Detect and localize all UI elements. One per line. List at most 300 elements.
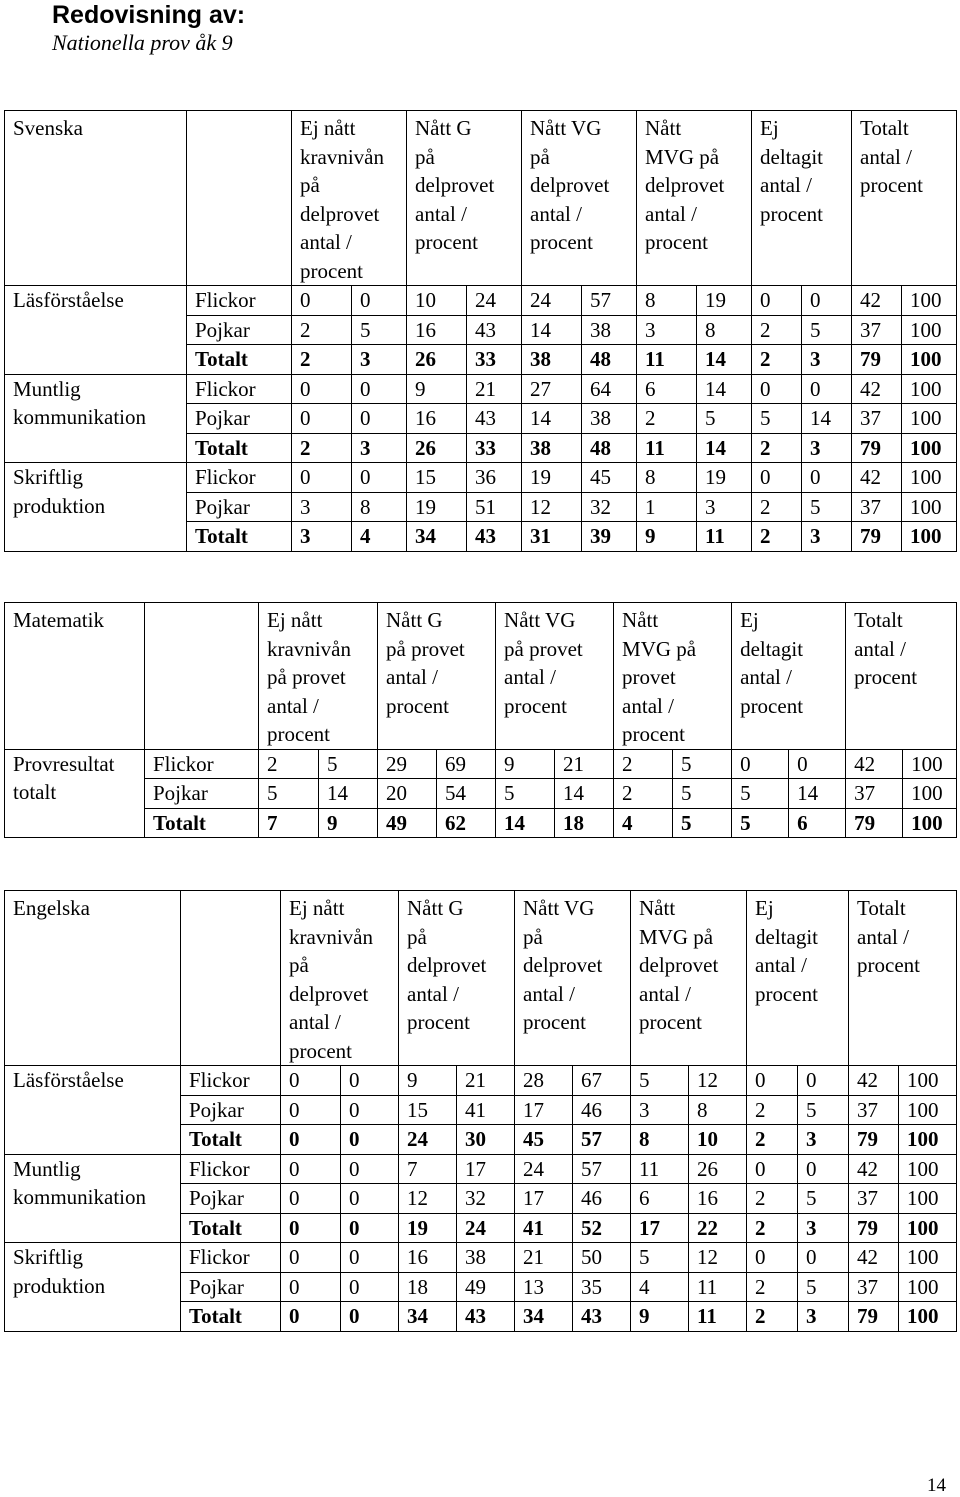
value-cell: 38 <box>457 1243 515 1273</box>
group-label-line: totalt <box>13 780 57 804</box>
column-header <box>522 111 637 286</box>
value-cell: 24 <box>399 1125 457 1155</box>
value-cell: 10 <box>689 1125 747 1155</box>
column-header-line: deltagit <box>760 144 823 169</box>
value-cell: 3 <box>798 1125 849 1155</box>
value-cell: 43 <box>467 315 522 345</box>
row-label: Totalt <box>181 1302 281 1332</box>
value-cell: 37 <box>849 1184 899 1214</box>
value-cell: 42 <box>849 1243 899 1273</box>
value-cell: 14 <box>555 779 614 809</box>
column-header-line: procent <box>622 722 686 746</box>
column-header-line: på <box>530 144 550 169</box>
group-label-cell <box>5 463 187 552</box>
value-cell: 3 <box>802 522 852 552</box>
value-cell: 49 <box>457 1272 515 1302</box>
column-header-line: antal / <box>760 173 812 197</box>
column-header-line: antal / <box>645 201 697 226</box>
value-cell: 45 <box>582 463 637 493</box>
value-cell: 24 <box>467 286 522 316</box>
value-cell: 0 <box>292 286 352 316</box>
value-cell: 2 <box>752 315 802 345</box>
column-header-line: procent <box>289 1038 352 1063</box>
value-cell: 100 <box>902 374 957 404</box>
value-cell: 100 <box>899 1213 957 1243</box>
value-cell: 43 <box>573 1302 631 1332</box>
value-cell: 100 <box>903 779 957 809</box>
column-header <box>631 891 747 1066</box>
column-header-line: på <box>300 173 320 197</box>
value-cell: 31 <box>522 522 582 552</box>
table-row <box>5 1154 957 1184</box>
value-cell: 3 <box>798 1302 849 1332</box>
column-header-line: Nått <box>622 608 659 632</box>
value-cell: 9 <box>399 1066 457 1096</box>
column-header-line: procent <box>740 693 804 718</box>
value-cell: 5 <box>752 404 802 434</box>
row-label: Pojkar <box>187 404 292 434</box>
value-cell: 38 <box>522 345 582 375</box>
value-cell: 3 <box>292 492 352 522</box>
value-cell: 0 <box>341 1213 399 1243</box>
value-cell: 3 <box>802 433 852 463</box>
value-cell: 0 <box>281 1154 341 1184</box>
value-cell: 5 <box>352 315 407 345</box>
value-cell: 27 <box>522 374 582 404</box>
value-cell: 0 <box>352 404 407 434</box>
subject-cell <box>5 891 181 1066</box>
subject-label: Matematik <box>13 608 104 632</box>
table-row <box>5 1243 957 1273</box>
column-header <box>259 603 378 750</box>
value-cell: 18 <box>555 808 614 838</box>
group-label-line: Muntlig <box>13 376 81 401</box>
column-header-line: procent <box>407 1010 470 1034</box>
value-cell: 3 <box>292 522 352 552</box>
value-cell: 19 <box>522 463 582 493</box>
column-header-line: antal / <box>300 230 352 254</box>
value-cell: 0 <box>341 1066 399 1096</box>
table-row <box>5 374 957 404</box>
table-row <box>5 286 957 316</box>
column-header-line: på provet <box>504 636 583 661</box>
value-cell: 8 <box>352 492 407 522</box>
value-cell: 36 <box>467 463 522 493</box>
value-cell: 0 <box>341 1184 399 1214</box>
column-header-line: delprovet <box>407 953 487 977</box>
column-header-line: antal / <box>639 981 691 1006</box>
value-cell: 8 <box>697 315 752 345</box>
column-header-line: MVG på <box>645 144 720 169</box>
value-cell: 14 <box>697 374 752 404</box>
value-cell: 19 <box>697 463 752 493</box>
table-row <box>5 749 957 779</box>
value-cell: 0 <box>352 463 407 493</box>
group-label-line: Läsförståelse <box>13 1068 124 1092</box>
value-cell: 45 <box>515 1125 573 1155</box>
column-header <box>852 111 957 286</box>
column-header <box>281 891 399 1066</box>
column-header-line: antal / <box>289 1010 341 1034</box>
value-cell: 46 <box>573 1095 631 1125</box>
value-cell: 0 <box>341 1272 399 1302</box>
value-cell: 100 <box>899 1243 957 1273</box>
value-cell: 0 <box>281 1243 341 1273</box>
value-cell: 12 <box>689 1066 747 1096</box>
value-cell: 2 <box>747 1302 798 1332</box>
value-cell: 5 <box>496 779 555 809</box>
column-header <box>747 891 849 1066</box>
page-title: Redovisning av: <box>52 1 246 29</box>
table-row <box>5 779 957 809</box>
value-cell: 5 <box>697 404 752 434</box>
value-cell: 0 <box>747 1243 798 1273</box>
group-label-line: Läsförståelse <box>13 288 124 312</box>
column-header-line: deltagit <box>755 924 818 949</box>
value-cell: 24 <box>515 1154 573 1184</box>
value-cell: 14 <box>522 404 582 434</box>
value-cell: 7 <box>259 808 319 838</box>
value-cell: 43 <box>467 522 522 552</box>
value-cell: 21 <box>515 1243 573 1273</box>
value-cell: 11 <box>637 433 697 463</box>
value-cell: 34 <box>515 1302 573 1332</box>
column-header-line: Totalt <box>860 116 909 140</box>
value-cell: 4 <box>614 808 673 838</box>
value-cell: 14 <box>496 808 555 838</box>
column-header-line: på provet <box>386 636 465 661</box>
value-cell: 100 <box>903 808 957 838</box>
column-header-line: procent <box>857 953 921 977</box>
value-cell: 18 <box>399 1272 457 1302</box>
value-cell: 17 <box>631 1213 689 1243</box>
row-label: Flickor <box>145 749 259 779</box>
value-cell: 49 <box>378 808 437 838</box>
value-cell: 33 <box>467 345 522 375</box>
value-cell: 2 <box>292 433 352 463</box>
subject-label: Svenska <box>13 116 83 140</box>
value-cell: 2 <box>614 749 673 779</box>
value-cell: 0 <box>281 1213 341 1243</box>
column-header-line: procent <box>530 230 593 254</box>
value-cell: 100 <box>902 522 957 552</box>
column-header-line: antal / <box>407 981 459 1006</box>
value-cell: 79 <box>852 433 902 463</box>
value-cell: 16 <box>407 404 467 434</box>
column-header-line: procent <box>854 665 918 689</box>
value-cell: 0 <box>747 1154 798 1184</box>
value-cell: 2 <box>747 1184 798 1214</box>
value-cell: 2 <box>752 492 802 522</box>
column-header <box>849 891 957 1066</box>
subject-cell <box>5 603 145 750</box>
value-cell: 5 <box>798 1095 849 1125</box>
value-cell: 9 <box>407 374 467 404</box>
value-cell: 42 <box>852 286 902 316</box>
value-cell: 64 <box>582 374 637 404</box>
column-header-line: MVG på <box>639 924 714 949</box>
value-cell: 0 <box>292 374 352 404</box>
value-cell: 34 <box>407 522 467 552</box>
value-cell: 15 <box>399 1095 457 1125</box>
value-cell: 2 <box>747 1272 798 1302</box>
column-header-line: procent <box>504 693 568 718</box>
value-cell: 0 <box>802 463 852 493</box>
value-cell: 32 <box>582 492 637 522</box>
value-cell: 79 <box>849 1302 899 1332</box>
row-label: Flickor <box>181 1154 281 1184</box>
value-cell: 100 <box>902 345 957 375</box>
value-cell: 26 <box>407 345 467 375</box>
value-cell: 100 <box>902 433 957 463</box>
value-cell: 5 <box>673 779 732 809</box>
column-header <box>378 603 496 750</box>
value-cell: 19 <box>399 1213 457 1243</box>
total-row <box>5 808 957 838</box>
column-header-line: deltagit <box>740 636 804 661</box>
svenska-table <box>4 110 957 552</box>
column-header-line: procent <box>755 981 818 1006</box>
column-header-line: antal / <box>267 693 319 718</box>
group-label-cell <box>5 1066 181 1155</box>
value-cell: 37 <box>852 492 902 522</box>
value-cell: 2 <box>747 1213 798 1243</box>
value-cell: 11 <box>697 522 752 552</box>
group-label-cell <box>5 1154 181 1243</box>
value-cell: 79 <box>852 345 902 375</box>
group-label-cell <box>5 749 145 838</box>
column-header-line: procent <box>300 258 363 283</box>
column-header-line: kravnivån <box>300 144 384 169</box>
value-cell: 37 <box>852 315 902 345</box>
group-label-line: kommunikation <box>13 1185 146 1209</box>
value-cell: 26 <box>689 1154 747 1184</box>
value-cell: 42 <box>849 1154 899 1184</box>
row-label: Totalt <box>145 808 259 838</box>
value-cell: 16 <box>407 315 467 345</box>
value-cell: 6 <box>789 808 846 838</box>
value-cell: 3 <box>637 315 697 345</box>
value-cell: 0 <box>752 463 802 493</box>
value-cell: 79 <box>846 808 903 838</box>
row-label: Flickor <box>187 463 292 493</box>
value-cell: 3 <box>352 433 407 463</box>
value-cell: 5 <box>732 779 789 809</box>
value-cell: 28 <box>515 1066 573 1096</box>
table-row <box>5 463 957 493</box>
value-cell: 42 <box>852 374 902 404</box>
group-label-cell <box>5 374 187 463</box>
value-cell: 100 <box>899 1095 957 1125</box>
column-header-line: Nått G <box>407 896 464 920</box>
value-cell: 100 <box>899 1272 957 1302</box>
value-cell: 2 <box>614 779 673 809</box>
page-number: 14 <box>927 1475 946 1496</box>
value-cell: 48 <box>582 433 637 463</box>
value-cell: 79 <box>849 1213 899 1243</box>
value-cell: 2 <box>259 749 319 779</box>
value-cell: 100 <box>902 463 957 493</box>
value-cell: 0 <box>281 1302 341 1332</box>
column-header <box>614 603 732 750</box>
value-cell: 0 <box>281 1125 341 1155</box>
group-label-cell <box>5 286 187 375</box>
column-header-line: procent <box>386 693 449 718</box>
value-cell: 37 <box>852 404 902 434</box>
column-header-line: på <box>289 953 309 977</box>
header-row <box>5 891 957 1066</box>
value-cell: 17 <box>515 1184 573 1214</box>
header-blank-cell <box>187 111 292 286</box>
column-header-line: Nått VG <box>530 116 602 140</box>
subject-label: Engelska <box>13 896 90 920</box>
column-header-line: antal / <box>530 201 582 226</box>
value-cell: 5 <box>802 315 852 345</box>
value-cell: 17 <box>515 1095 573 1125</box>
value-cell: 0 <box>352 286 407 316</box>
value-cell: 57 <box>573 1154 631 1184</box>
group-label-line: Skriftlig <box>13 465 84 489</box>
value-cell: 50 <box>573 1243 631 1273</box>
value-cell: 100 <box>899 1066 957 1096</box>
value-cell: 4 <box>352 522 407 552</box>
value-cell: 10 <box>407 286 467 316</box>
value-cell: 11 <box>631 1154 689 1184</box>
value-cell: 30 <box>457 1125 515 1155</box>
value-cell: 100 <box>903 749 957 779</box>
value-cell: 0 <box>352 374 407 404</box>
value-cell: 0 <box>281 1272 341 1302</box>
row-label: Totalt <box>187 522 292 552</box>
row-label: Totalt <box>181 1213 281 1243</box>
column-header-line: Ej <box>755 896 774 920</box>
value-cell: 37 <box>849 1095 899 1125</box>
value-cell: 5 <box>802 492 852 522</box>
column-header-line: Totalt <box>854 608 903 632</box>
header-row <box>5 111 957 286</box>
value-cell: 3 <box>631 1095 689 1125</box>
value-cell: 0 <box>281 1095 341 1125</box>
row-label: Pojkar <box>187 492 292 522</box>
value-cell: 5 <box>673 808 732 838</box>
value-cell: 0 <box>732 749 789 779</box>
row-label: Pojkar <box>187 315 292 345</box>
value-cell: 0 <box>292 463 352 493</box>
value-cell: 2 <box>752 522 802 552</box>
column-header-line: Ej nått <box>267 608 323 632</box>
column-header-line: procent <box>860 173 924 197</box>
row-label: Pojkar <box>181 1272 281 1302</box>
value-cell: 35 <box>573 1272 631 1302</box>
value-cell: 13 <box>515 1272 573 1302</box>
value-cell: 34 <box>399 1302 457 1332</box>
value-cell: 5 <box>798 1272 849 1302</box>
value-cell: 0 <box>798 1243 849 1273</box>
value-cell: 100 <box>902 315 957 345</box>
value-cell: 0 <box>341 1302 399 1332</box>
value-cell: 12 <box>522 492 582 522</box>
column-header-line: antal / <box>857 924 909 949</box>
value-cell: 41 <box>457 1095 515 1125</box>
row-label: Totalt <box>187 433 292 463</box>
value-cell: 79 <box>852 522 902 552</box>
value-cell: 8 <box>637 286 697 316</box>
header-blank-cell <box>145 603 259 750</box>
column-header <box>407 111 522 286</box>
value-cell: 57 <box>582 286 637 316</box>
group-label-line: Muntlig <box>13 1156 81 1181</box>
value-cell: 11 <box>689 1302 747 1332</box>
column-header-line: antal / <box>622 693 674 718</box>
column-header-line: på provet <box>267 665 346 689</box>
column-header-line: antal / <box>415 201 467 226</box>
column-header-line: antal / <box>504 665 556 689</box>
value-cell: 0 <box>789 749 846 779</box>
value-cell: 2 <box>292 315 352 345</box>
value-cell: 62 <box>437 808 496 838</box>
column-header-line: antal / <box>386 665 438 689</box>
value-cell: 0 <box>341 1154 399 1184</box>
value-cell: 9 <box>496 749 555 779</box>
group-label-cell <box>5 1243 181 1332</box>
value-cell: 33 <box>467 433 522 463</box>
column-header-line: antal / <box>854 636 906 661</box>
column-header <box>515 891 631 1066</box>
value-cell: 9 <box>319 808 378 838</box>
column-header-line: procent <box>645 230 708 254</box>
value-cell: 51 <box>467 492 522 522</box>
value-cell: 7 <box>399 1154 457 1184</box>
column-header-line: på <box>415 144 435 169</box>
value-cell: 16 <box>689 1184 747 1214</box>
value-cell: 5 <box>732 808 789 838</box>
row-label: Flickor <box>187 286 292 316</box>
group-label-line: produktion <box>13 1273 106 1298</box>
column-header <box>752 111 852 286</box>
value-cell: 100 <box>902 286 957 316</box>
column-header-line: delprovet <box>289 981 369 1006</box>
value-cell: 42 <box>846 749 903 779</box>
column-header-line: antal / <box>740 665 792 689</box>
value-cell: 0 <box>341 1243 399 1273</box>
value-cell: 38 <box>582 404 637 434</box>
value-cell: 9 <box>631 1302 689 1332</box>
row-label: Pojkar <box>145 779 259 809</box>
value-cell: 0 <box>752 374 802 404</box>
value-cell: 2 <box>747 1125 798 1155</box>
value-cell: 100 <box>899 1302 957 1332</box>
column-header-line: delprovet <box>639 953 719 977</box>
value-cell: 2 <box>752 433 802 463</box>
page-heading <box>52 0 245 56</box>
value-cell: 4 <box>631 1272 689 1302</box>
value-cell: 38 <box>582 315 637 345</box>
page-subtitle: Nationella prov åk 9 <box>52 30 233 55</box>
column-header <box>292 111 407 286</box>
value-cell: 0 <box>752 286 802 316</box>
value-cell: 22 <box>689 1213 747 1243</box>
value-cell: 0 <box>802 374 852 404</box>
value-cell: 38 <box>522 433 582 463</box>
value-cell: 43 <box>457 1302 515 1332</box>
row-label: Pojkar <box>181 1184 281 1214</box>
value-cell: 21 <box>467 374 522 404</box>
value-cell: 6 <box>631 1184 689 1214</box>
value-cell: 11 <box>637 345 697 375</box>
column-header-line: Ej <box>760 116 779 140</box>
value-cell: 8 <box>637 463 697 493</box>
column-header-line: Nått G <box>386 608 443 632</box>
